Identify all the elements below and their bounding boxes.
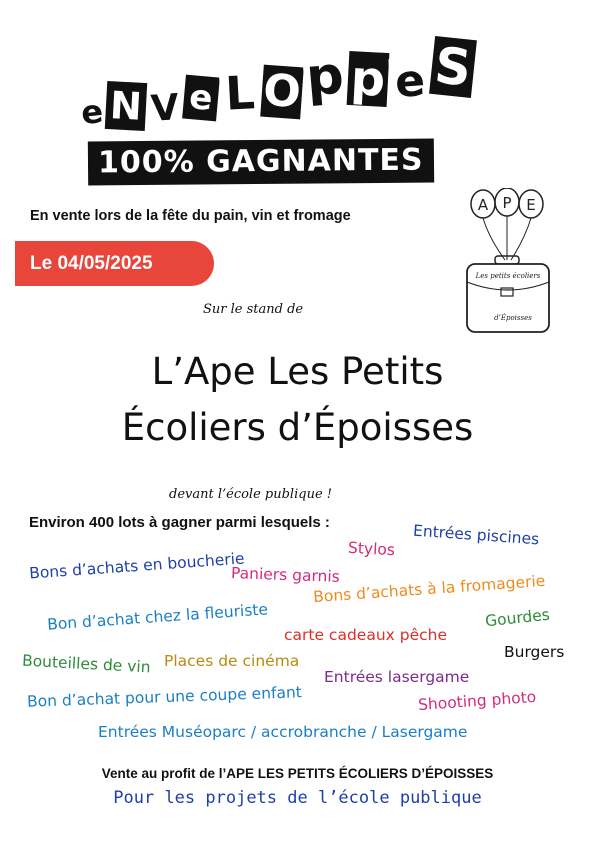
- prize-item: Bons d’achats à la fromagerie: [312, 571, 546, 607]
- date-label: Le 04/05/2025: [30, 253, 153, 274]
- prize-item: Entrées Muséoparc / accrobranche / Lasergame: [98, 723, 468, 741]
- prize-item: Burgers: [504, 643, 565, 661]
- prize-item: Gourdes: [484, 605, 551, 631]
- title-letter: L: [219, 65, 262, 121]
- title-letter: N: [105, 81, 147, 131]
- prize-item: Bon d’achat chez la fleuriste: [46, 600, 269, 634]
- balloon-icon: [471, 190, 495, 218]
- bag-text-bottom: d’Époisses: [494, 314, 532, 322]
- prize-item: Paniers garnis: [230, 564, 341, 586]
- school-bag-icon: [467, 256, 549, 332]
- prize-item: Bon d’achat pour une coupe enfant: [26, 683, 303, 711]
- balloon-letter: E: [526, 196, 536, 214]
- balloon-letter: P: [502, 194, 512, 212]
- title-letter: e: [182, 75, 220, 122]
- title-letter: p: [302, 46, 349, 107]
- balloon-icon: [495, 188, 519, 216]
- title-letter: O: [261, 64, 303, 119]
- title-letter: V: [147, 89, 184, 129]
- prize-item: Entrées piscines: [412, 521, 540, 549]
- footer-purpose: Pour les projets de l’école publique: [113, 788, 482, 808]
- balloon-icon: [519, 190, 543, 218]
- title-ransom-letters: [76, 36, 476, 138]
- stand-label: Sur le stand de: [203, 302, 304, 317]
- location-note: devant l’école publique !: [169, 487, 332, 502]
- lots-intro: Environ 400 lots à gagner parmi lesquels :: [29, 514, 330, 531]
- prize-item: Stylos: [347, 538, 396, 560]
- organization-line2: Écoliers d’Époisses: [121, 406, 474, 449]
- prize-item: Entrées lasergame: [324, 668, 470, 686]
- title-letter: e: [388, 57, 431, 108]
- footer-beneficiary: Vente au profit de l’APE LES PETITS ÉCOLIERS D’ÉPOISSES: [101, 766, 494, 781]
- prize-item: Bouteilles de vin: [21, 651, 152, 677]
- title-subtitle: 100% GAGNANTES: [88, 138, 434, 185]
- title-letter: e: [74, 92, 110, 131]
- ape-logo: [455, 188, 575, 348]
- prize-item: carte cadeaux pêche: [284, 626, 448, 644]
- prize-item: Shooting photo: [417, 687, 537, 715]
- prize-item: Bons d’achats en boucherie: [28, 549, 246, 583]
- prize-item: Places de cinéma: [164, 652, 300, 670]
- intro-text: En vente lors de la fête du pain, vin et fromage: [30, 208, 351, 224]
- bag-text-top: Les petits écoliers: [475, 272, 541, 280]
- date-banner: [15, 241, 214, 286]
- title-letter: p: [347, 51, 390, 107]
- balloon-letter: A: [477, 196, 489, 214]
- organization-line1: L’Ape Les Petits: [151, 350, 444, 393]
- title-letter: S: [429, 36, 477, 98]
